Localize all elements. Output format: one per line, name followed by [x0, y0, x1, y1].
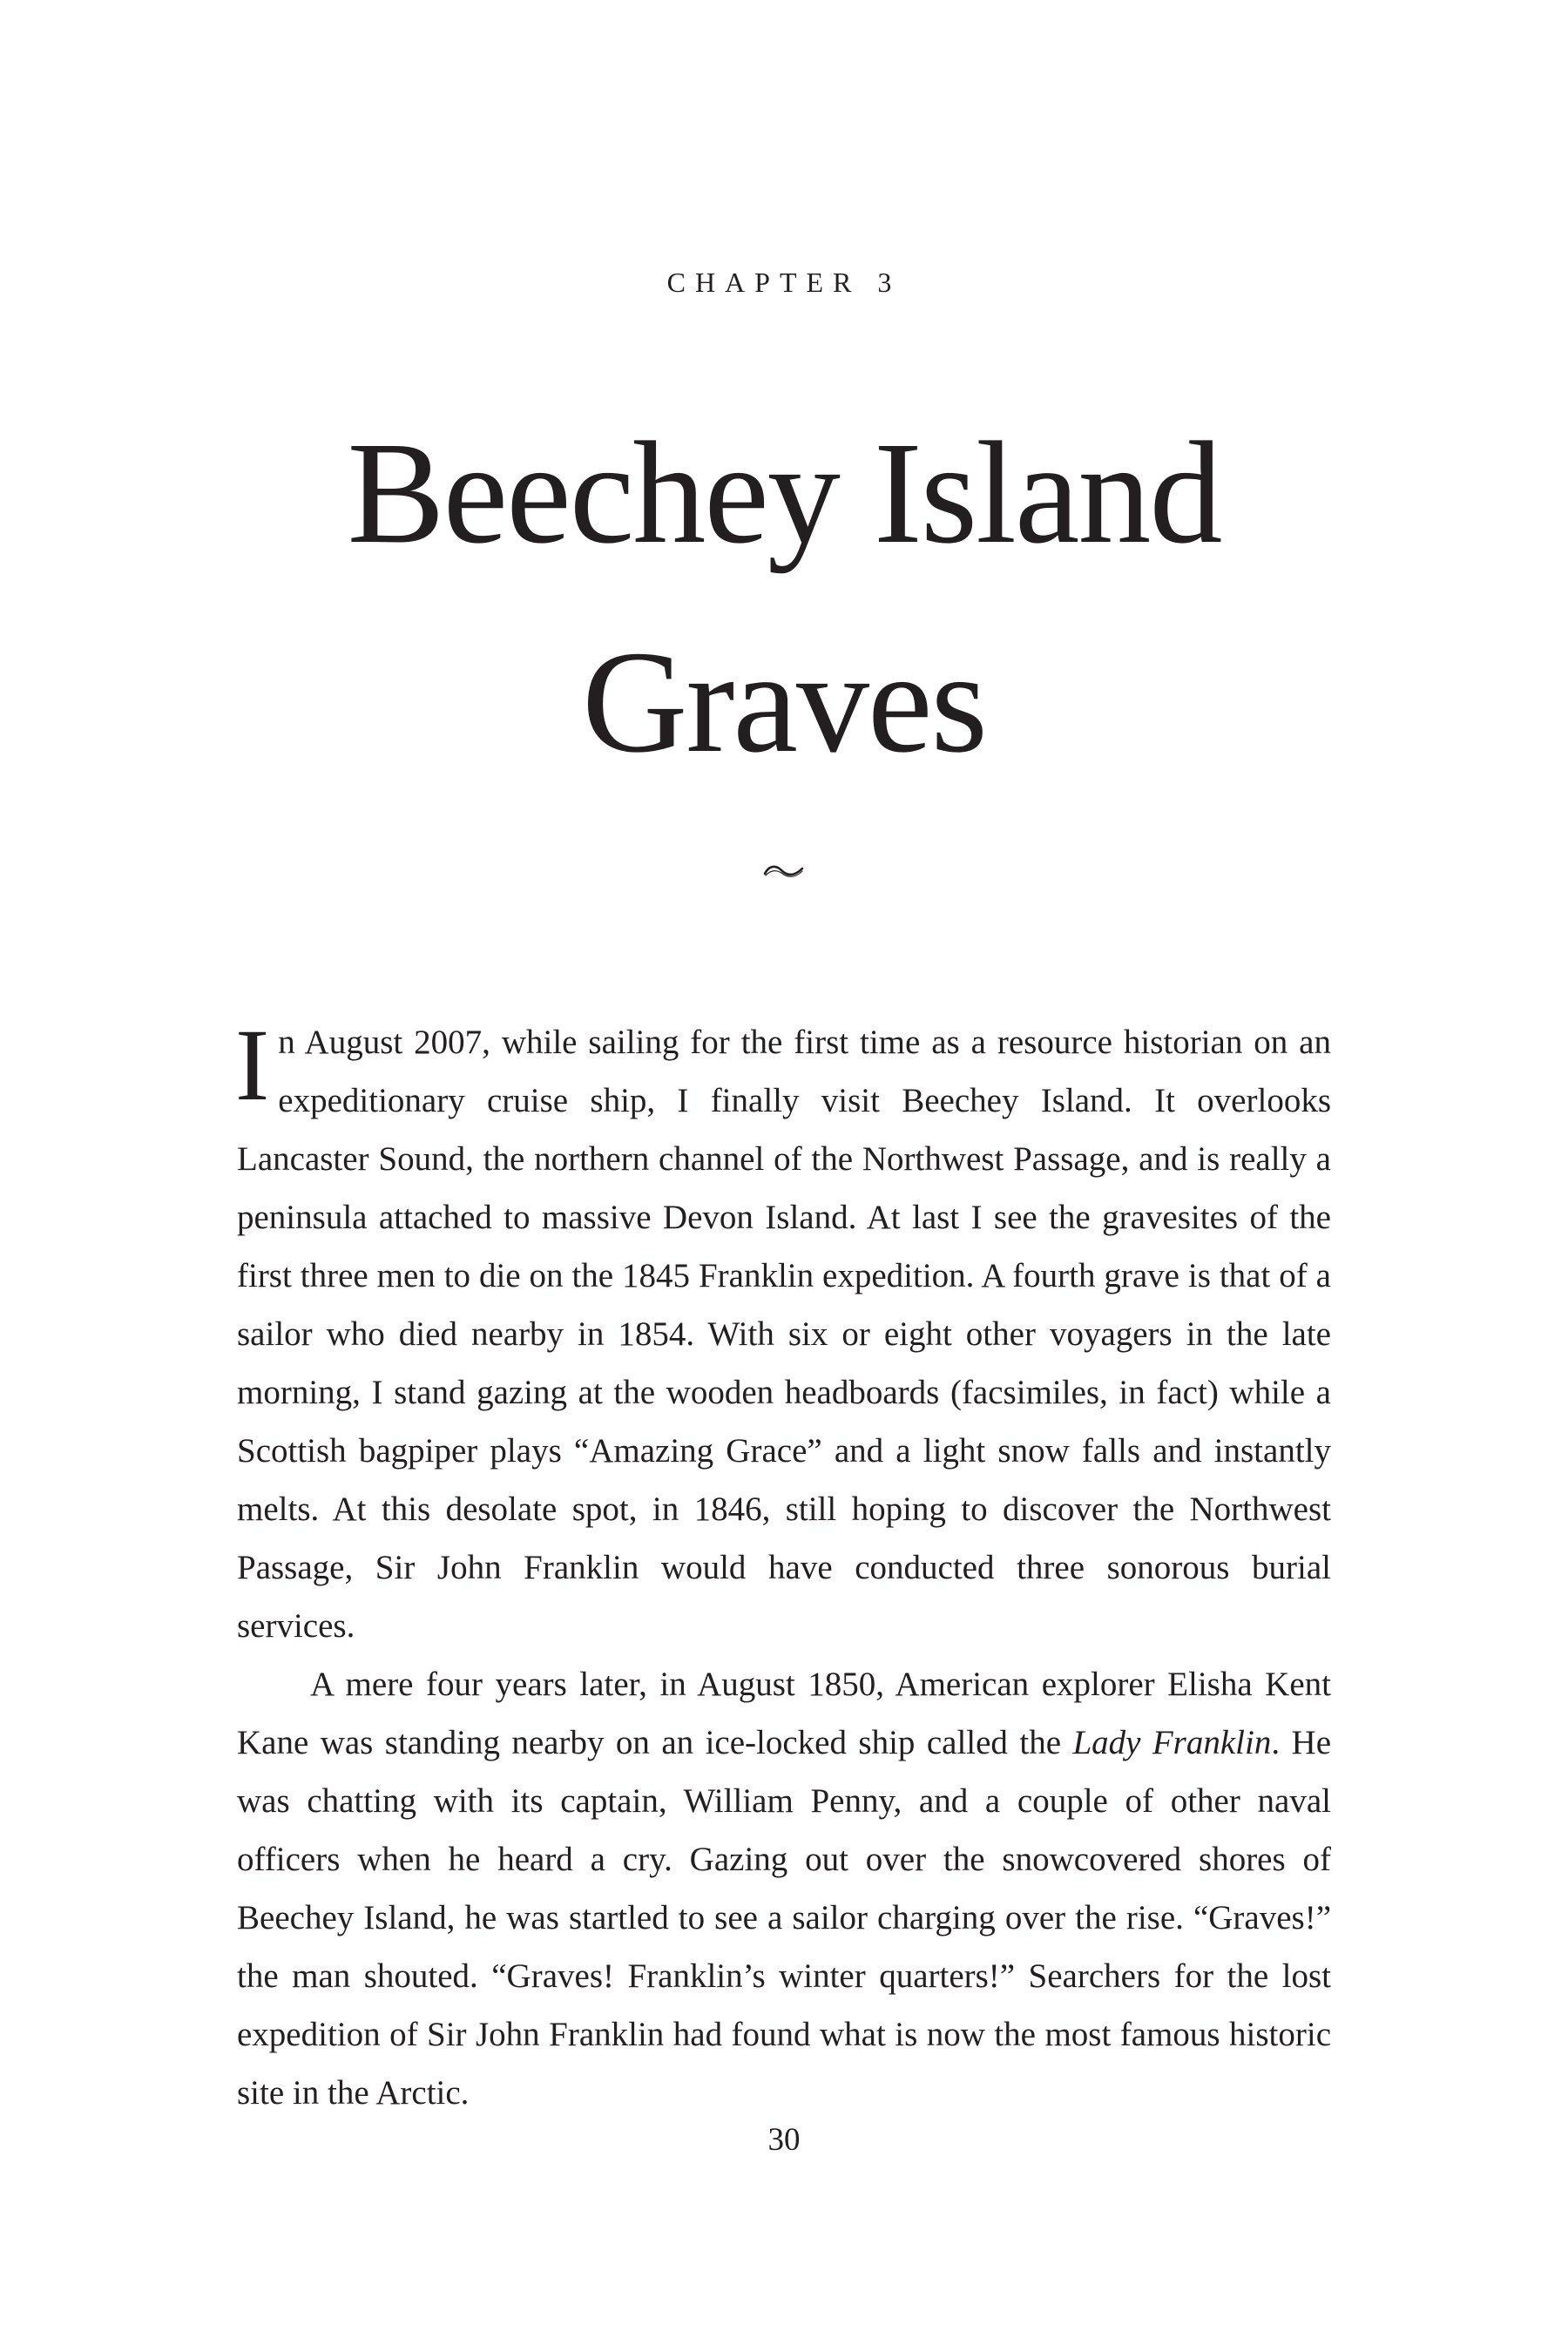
chapter-title-line-2: Graves — [582, 621, 986, 783]
chapter-title-line-1: Beechey Island — [347, 412, 1221, 574]
paragraph-1 — [235, 1008, 1331, 1655]
paragraph-2-text-a: A mere four years later, in August 1850, American explorer Elisha Kent Kane was standing nearby on an ice-locked ship called the — [237, 1666, 1331, 1761]
chapter-title — [0, 389, 1568, 807]
paragraph-1-text: n August 2007, while sailing for the first time as a resource historian on an expeditionary cruise ship, I finally visit Beechey Island. It overlooks Lancaster Sound, the northern channel of the Northwest Passage, and is really a peninsula attached to massive Devon Island. At last I see the gravesites of the first three men to die on the 1845 Franklin expedition. A fourth grave is that of a sailor who died nearby in 1854. With six or eight other voyagers in the late morning, I stand gazing at the wooden headboards (facsimiles, in fact) while a Scottish bagpiper plays “Amazing Grace” and a light snow falls and instantly melts. At this desolate spot, in 1846, still hoping to discover the Northwest Passage, Sir John Franklin would have conducted three sonorous burial services. — [237, 1024, 1331, 1645]
body-text — [235, 1008, 1332, 2122]
swung-dash-ornament-icon — [762, 858, 806, 884]
paragraph-2-text-b: . He was chatting with its captain, William Penny, and a couple of other naval officers when he heard a cry. Gazing out over the snowcovered shores of Beechey Island, he was startled to see a sailor charging over the rise. “Graves!” the man shouted. “Graves! Franklin’s winter quarters!” Searchers for the lost expedition of Sir John Franklin had found what is now the most famous historic site in the Arctic. — [237, 1724, 1332, 2112]
ship-name: Lady Franklin — [1072, 1724, 1272, 1761]
chapter-label: CHAPTER 3 — [666, 267, 902, 298]
paragraph-2 — [237, 1655, 1331, 2122]
page-number: 30 — [767, 2122, 801, 2158]
drop-cap: I — [235, 1008, 270, 1122]
